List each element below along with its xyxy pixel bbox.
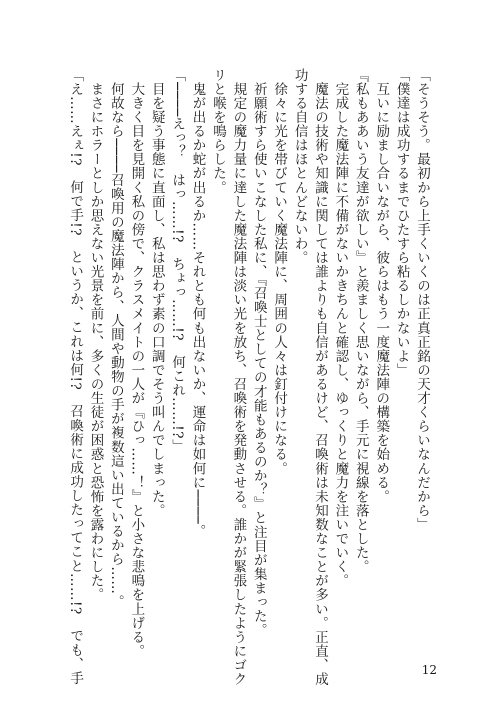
text-line: 何故なら────召喚用の魔法陣から、人間や動物の手が複数這い出ているから……。 (107, 68, 124, 609)
text-line: 魔法の技術や知識に関しては誰よりも自信があるけど、召喚術は未知数なことが多い。正直、成 (311, 68, 328, 687)
text-line: 『私もああいう友達が欲しい』と羨ましく思いながら、手元に視線を落とした。 (352, 68, 369, 574)
text-line: 「────えっ？ はっ……!? ちょっ……!? 何これ……!?」 (169, 68, 186, 454)
page-number: 12 (421, 663, 437, 677)
text-line: 互いに励まし合いながら、彼らはもう一度魔法陣の構築を始める。 (373, 68, 390, 504)
text-line: 「え……えぇ!? 何で手!? というか、これは何!? 召喚術に成功したってこと……!? でも、手 (67, 68, 84, 686)
text-line: 大きく目を見開く私の傍で、クラスメイトの一人が『ひっ……！』と小さな悲鳴を上げる。 (128, 68, 145, 659)
text-line: 「そうそう。最初から上手くいくのは正真正銘の天才くらいなんだから」 (414, 68, 430, 532)
text-line: 徐々に光を帯びていく魔法陣に、周囲の人々は釘付けになる。 (271, 68, 288, 476)
text-line: 規定の魔力量に達した魔法陣は淡い光を放ち、召喚術を発動させる。誰かが緊張したようにゴク (230, 68, 247, 687)
text-line: 祈願術すら使いこなした私に、『召喚士としての才能もあるのか？』と注目が集まった。 (250, 68, 267, 638)
text-line: 鬼が出るか蛇が出るか……それとも何も出ないか、運命は如何に────。 (189, 68, 206, 539)
text-line: リと喉を鳴らした。 (209, 68, 226, 195)
text-line: まさにホラーとしか思えない光景を前に、多くの生徒が困惑と恐怖を露わにした。 (87, 68, 104, 602)
text-line: 完成した魔法陣に不備がないかきちんと確認し、ゆっくりと魔力を注いでいく。 (332, 68, 349, 588)
text-line: 功する自信はほとんどないわ。 (291, 68, 308, 265)
text-line: 目を疑う事態に直面し、私は思わず素の口調でそう叫んでしまった。 (148, 68, 165, 518)
text-line: 「僕達は成功するまでひたすら粘るしかないよ」 (393, 68, 410, 378)
